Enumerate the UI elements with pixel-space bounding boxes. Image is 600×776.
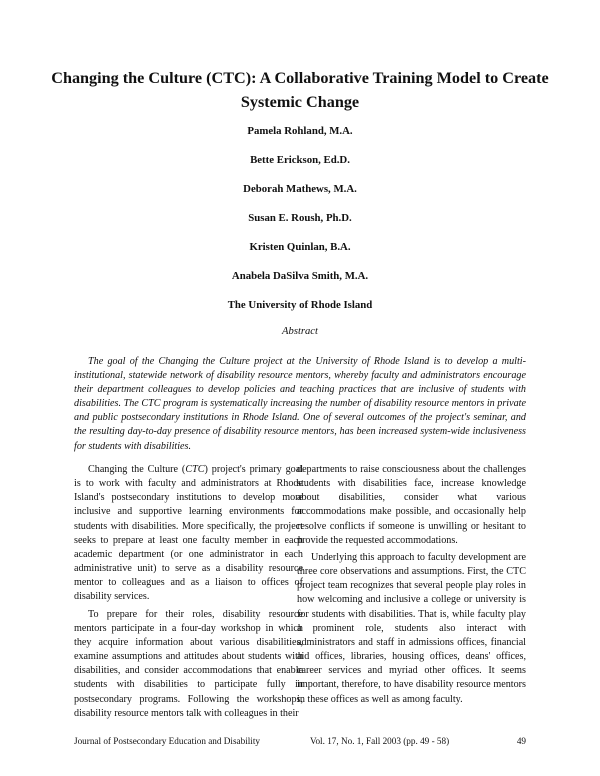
body-paragraph: To prepare for their roles, disability resource mentors participate in a four-day workshop in which they acquire information about various disabilities, examine assumptions and attitudes about students with disabilities, and consider accommodations that enable students with disabilities to participate fully in postsecondary programs. Following the workshops, disability resource mentors talk with colleagues in their: [74, 608, 303, 719]
ctc-abbreviation: CTC: [185, 464, 205, 475]
body-paragraph-continued: departments to raise consciousness about the challenges students with disabilities face, increase knowledge about disabilities, consider what various accommodations make possible, and occasionally help resolve conflicts if someone is unwilling or hesitant to provide the requested accommodations.: [297, 464, 526, 546]
author-name: Bette Erickson, Ed.D.: [250, 154, 350, 166]
author-affiliation: The University of Rhode Island: [227, 299, 373, 311]
footer-volume-info: Vol. 17, No. 1, Fall 2003 (pp. 49 - 58): [310, 736, 450, 746]
abstract-heading: Abstract: [282, 326, 318, 337]
author-list: [100, 125, 500, 328]
body-text-run: ) project's primary goal is to work with faculty and administrators at Rhode Island's postsecondary institutions to develop more inclusive and supportive learning environments for students with disabilities. More specifically, the project seeks to prepare at least one faculty member in each academic department (or one administrator in each administrative unit) to serve as a disability resource mentor to colleagues and as a liaison to offices of disability services.: [74, 464, 304, 603]
author-name: Pamela Rohland, M.A.: [247, 125, 353, 137]
author-name: Kristen Quinlan, B.A.: [249, 241, 351, 253]
page-footer: [74, 735, 526, 748]
body-text-run: Changing the Culture (: [88, 464, 186, 475]
author-name: Anabela DaSilva Smith, M.A.: [231, 270, 369, 282]
abstract-text: The goal of the Changing the Culture project at the University of Rhode Island is to develop a multi-institutional, statewide network of disability resource mentors, whereby faculty and administrators encourage their department colleagues to develop policies and teaching practices that are inclusive of students with disabilities. The CTC program is systematically increasing the number of disability resource mentors in private and public postsecondary institutions in Rhode Island. One of several outcomes of the project's seminar, and the resulting day-to-day presence of disability resource mentors, has been increased system-wide inclusiveness for students with disabilities.: [74, 356, 526, 452]
article-title: Changing the Culture (CTC): A Collaborative Training Model to Create Systemic Change: [51, 69, 549, 111]
footer-journal-name: Journal of Postsecondary Education and Disability: [74, 736, 261, 746]
footer-page-number: 49: [516, 736, 526, 746]
body-column-left: [74, 463, 303, 721]
body-paragraph: Underlying this approach to faculty development are three core observations and assumptions. First, the CTC project team recognizes that several people play roles in how welcoming and inclusive a college or university is for students with disabilities. That is, while faculty play a prominent role, students also interact with administrators and staff in admissions offices, financial aid offices, libraries, housing offices, deans' offices, career services and myriad other offices. It seems important, therefore, to have disability resource mentors in these offices as well as among faculty.: [297, 551, 526, 705]
body-column-right: [297, 463, 526, 707]
author-name: Susan E. Roush, Ph.D.: [248, 212, 352, 224]
body-paragraph: [74, 463, 303, 605]
author-name: Deborah Mathews, M.A.: [243, 183, 357, 195]
